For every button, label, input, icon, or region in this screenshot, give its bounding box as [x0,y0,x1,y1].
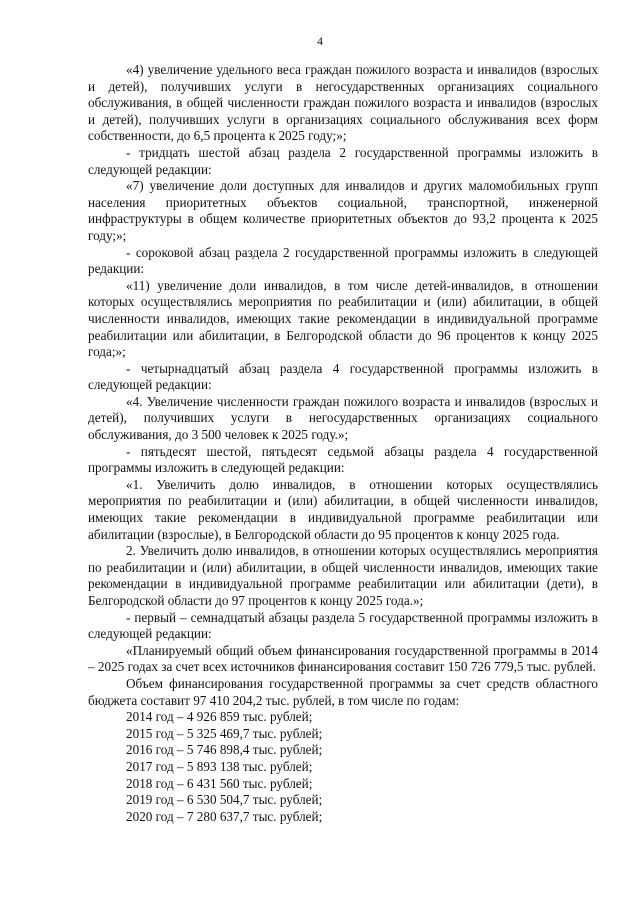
list-item: 2018 год – 6 431 560 тыс. рублей; [126,775,313,791]
paragraph: 2. Увеличить долю инвалидов, в отношении которых осуществлялись мероприятия по реабилитации и (или) абилитации, в общей численности инвалидов, имеющих такие рекомендации в индивидуальной программе реабилитации или абилитации (дети), в Белгородской области до 97 процентов к концу 2025 года.»; [88,543,598,608]
paragraph: «4) увеличение удельного веса граждан пожилого возраста и инвалидов (взрослых и детей), получивших услуги в негосударственных организациях социального обслуживания, в общей численности граждан пожилого возраста и инвалидов (взрослых и детей), получивших услуги в организациях социального обслуживания всех форм собственности, до 6,5 процента к 2025 году;»; [88,62,598,144]
page-number: 4 [317,34,323,48]
paragraph: - четырнадцатый абзац раздела 4 государственной программы изложить в следующей редакции: [88,360,598,393]
list-item: 2015 год – 5 325 469,7 тыс. рублей; [126,725,323,741]
funding-by-year-list [88,709,598,825]
paragraph: - пятьдесят шестой, пятьдесят седьмой абзацы раздела 4 государственной программы изложить в следующей редакции: [88,443,598,476]
list-item: 2014 год – 4 926 859 тыс. рублей; [126,709,313,725]
paragraph: «Планируемый общий объем финансирования государственной программы в 2014 – 2025 годах за счет всех источников финансирования составит 150 726 779,5 тыс. рублей. [88,642,598,675]
list-item: 2020 год – 7 280 637,7 тыс. рублей; [126,808,323,824]
paragraph: - тридцать шестой абзац раздела 2 государственной программы изложить в следующей редакции: [88,144,598,177]
paragraph: Объем финансирования государственной программы за счет средств областного бюджета составит 97 410 204,2 тыс. рублей, в том числе по годам: [88,675,598,708]
paragraph: «1. Увеличить долю инвалидов, в отношении которых осуществлялись мероприятия по реабилитации и (или) абилитации, в общей численности инвалидов, имеющих такие рекомендации в индивидуальной программе реабилитации или абилитации (взрослые), в Белгородской области до 95 процентов к концу 2025 года. [88,476,598,542]
list-item: 2016 год – 5 746 898,4 тыс. рублей; [126,742,323,758]
paragraph: «11) увеличение доли инвалидов, в том числе детей-инвалидов, в отношении которых осуществлялись мероприятия по реабилитации и (или) абилитации, в общей численности инвалидов, имеющих такие рекомендации в индивидуальной программе реабилитации или абилитации, в Белгородской области до 96 процентов к концу 2025 года;»; [88,277,598,360]
document-body [88,62,598,825]
list-item: 2019 год – 6 530 504,7 тыс. рублей; [126,792,323,808]
paragraph: - сороковой абзац раздела 2 государственной программы изложить в следующей редакции: [88,244,598,277]
paragraph: «7) увеличение доли доступных для инвалидов и других маломобильных групп населения приоритетных объектов социальной, транспортной, инженерной инфраструктуры в общем количестве приоритетных объектов до 93,2 процента к 2025 году;»; [88,178,598,243]
paragraph: - первый – семнадцатый абзацы раздела 5 государственной программы изложить в следующей редакции: [88,609,598,642]
paragraph: «4. Увеличение численности граждан пожилого возраста и инвалидов (взрослых и детей), получивших услуги в негосударственных организациях социального обслуживания, до 3 500 человек к 2025 году.»; [88,393,598,443]
list-item: 2017 год – 5 893 138 тыс. рублей; [126,758,313,774]
